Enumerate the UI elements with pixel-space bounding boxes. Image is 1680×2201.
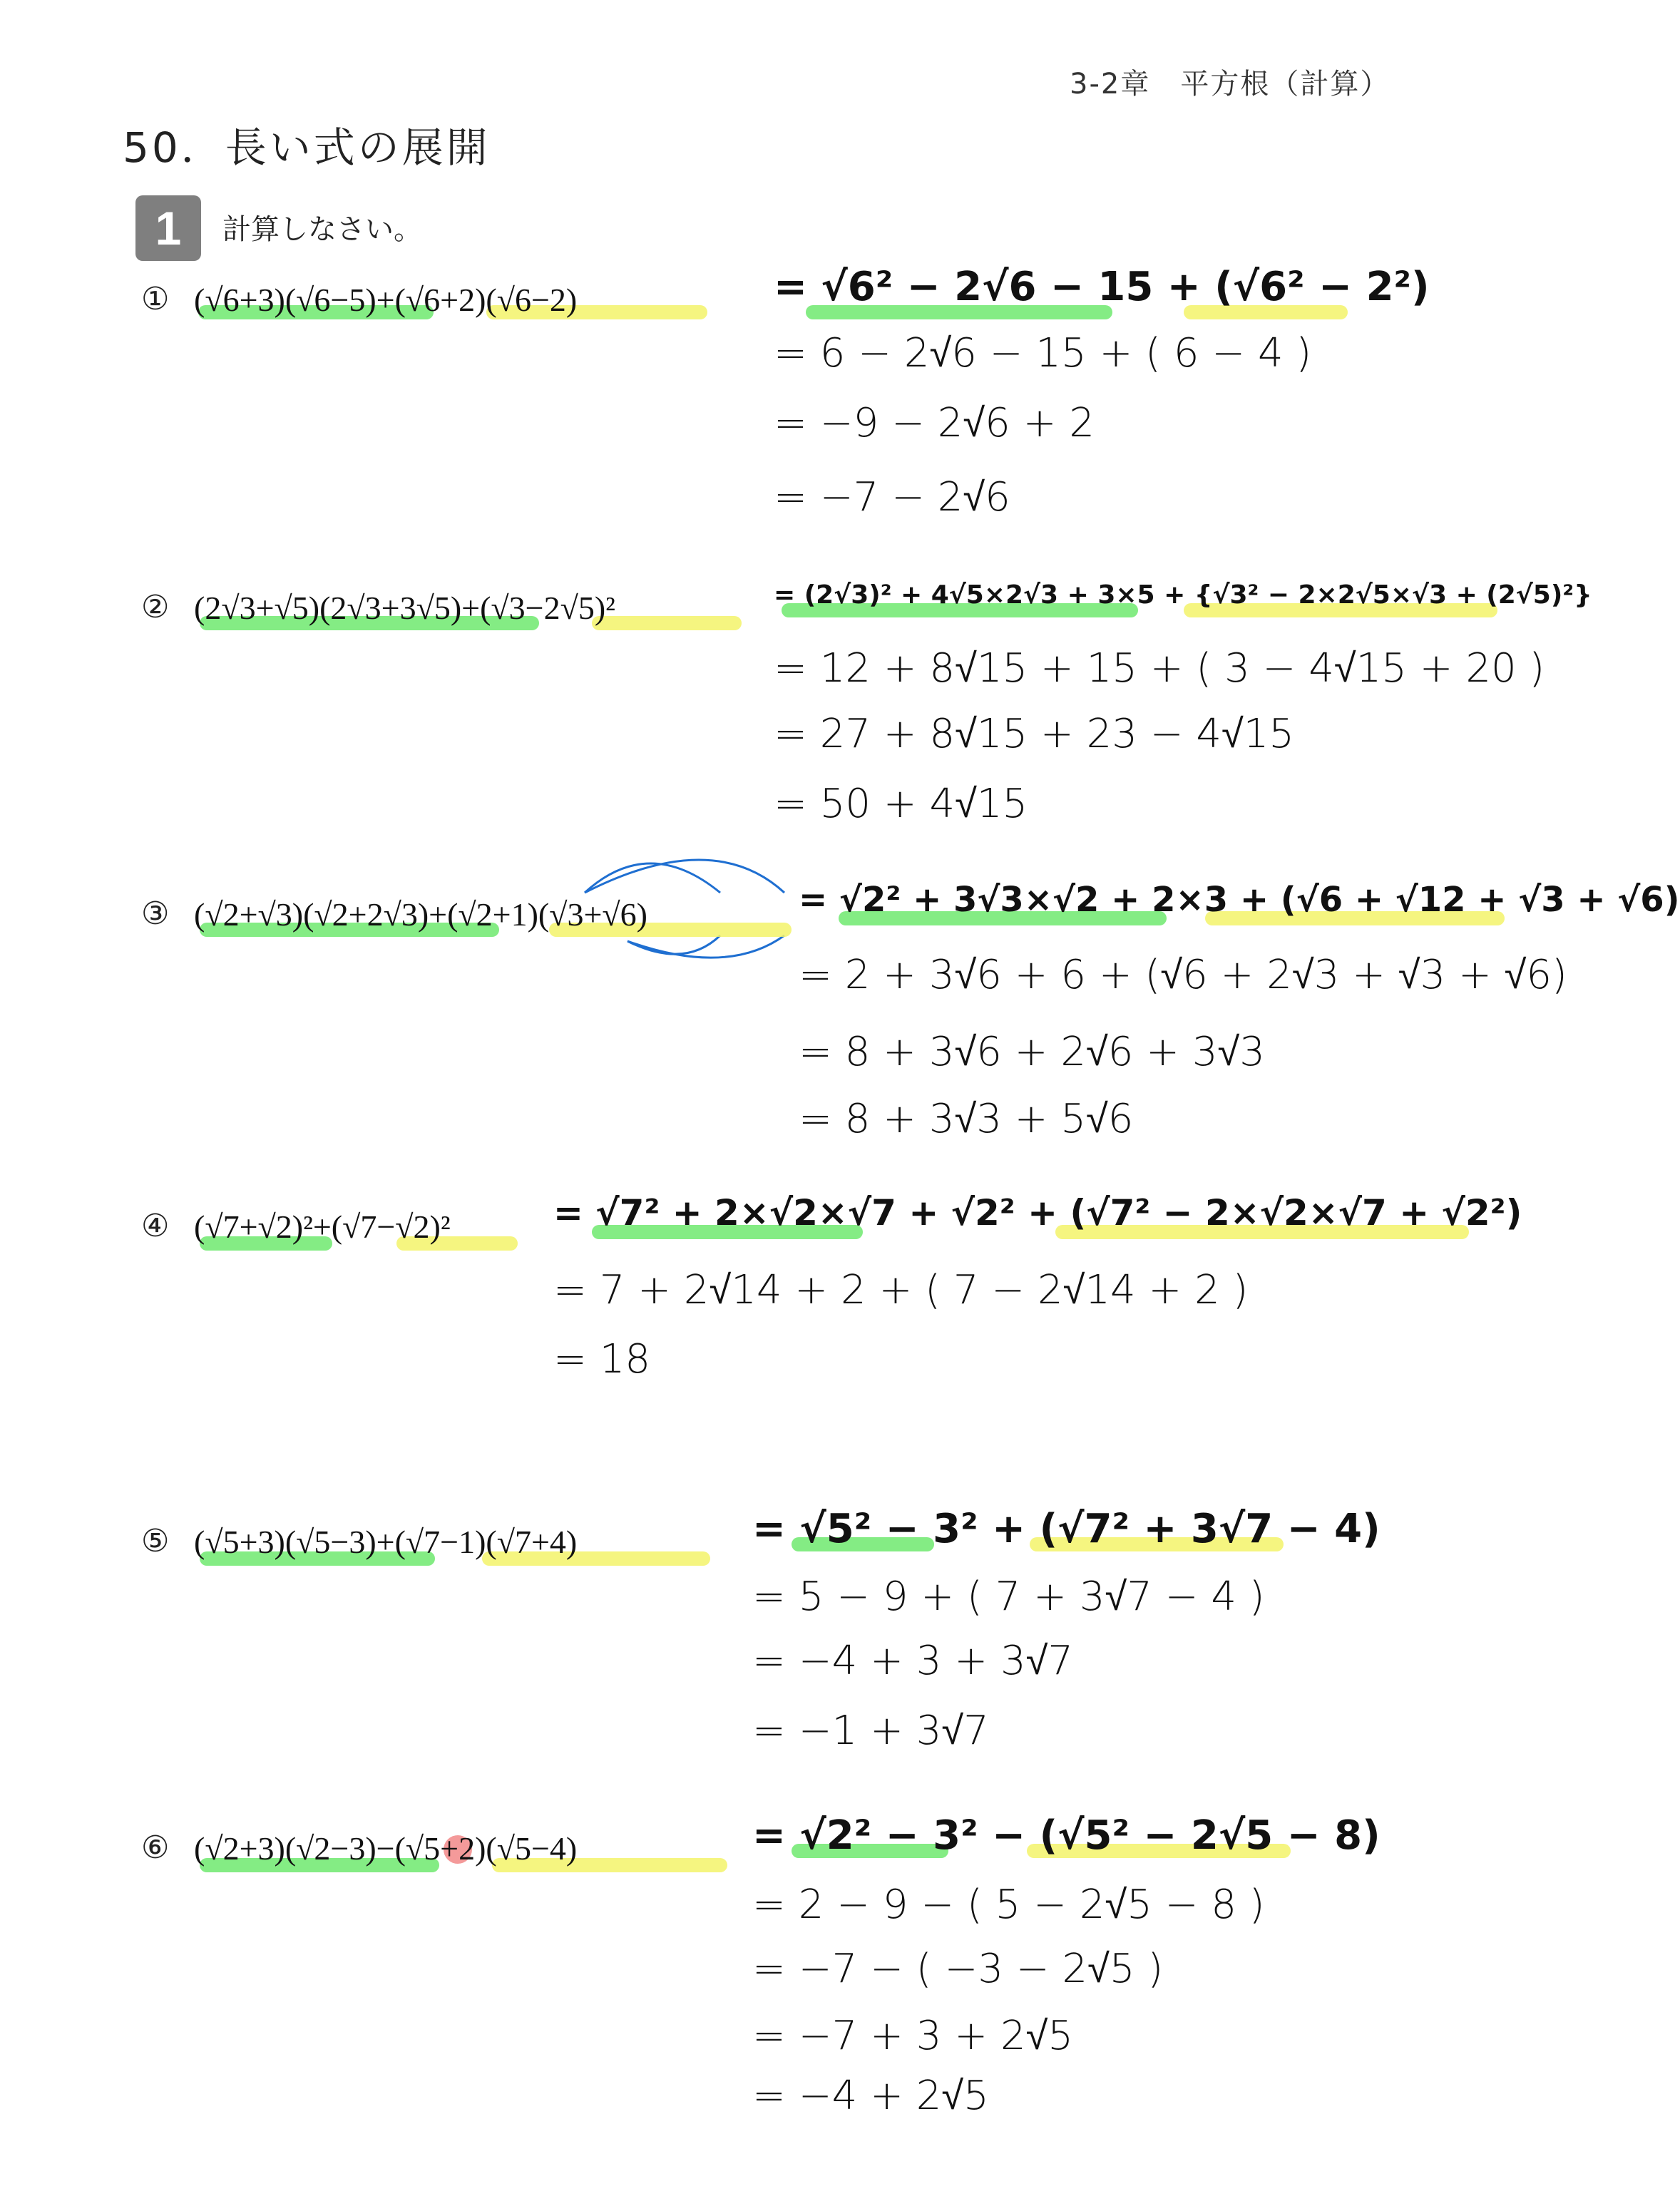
solution-step: = 50 + 4√15: [774, 781, 1028, 827]
solution-step: = 7 + 2√14 + 2 + ( 7 − 2√14 + 2 ): [553, 1267, 1249, 1313]
solution-step: = 2 − 9 − ( 5 − 2√5 − 8 ): [752, 1882, 1265, 1928]
solution-step: = √5² − 3² + (√7² + 3√7 − 4): [752, 1506, 1381, 1552]
problem-number: ⑤: [141, 1523, 170, 1559]
solution-step: = −4 + 2√5: [752, 2073, 989, 2119]
page-title: 50．長い式の展開: [123, 123, 491, 172]
problem-number: ⑥: [141, 1830, 170, 1866]
problem-expression: (√7+√2)²+(√7−√2)²: [194, 1209, 451, 1245]
solution-step: = √7² + 2×√2×√7 + √2² + (√7² − 2×√2×√7 + √2²): [553, 1192, 1522, 1233]
problem-expression: (2√3+√5)(2√3+3√5)+(√3−2√5)²: [194, 590, 615, 626]
solution-step: = √6² − 2√6 − 15 + (√6² − 2²): [774, 264, 1430, 310]
problem-expression: (√6+3)(√6−5)+(√6+2)(√6−2): [194, 282, 578, 318]
solution-step: = 2 + 3√6 + 6 + (√6 + 2√3 + √3 + √6): [799, 952, 1567, 998]
solution-step: = 5 − 9 + ( 7 + 3√7 − 4 ): [752, 1574, 1265, 1620]
solution-step: = −7 + 3 + 2√5: [752, 2013, 1073, 2059]
solution-step: = (2√3)² + 4√5×2√3 + 3×5 + {√3² − 2×2√5×√3 + (2√5)²}: [774, 580, 1592, 610]
question-number-badge: 1: [135, 195, 201, 261]
solution-step: = −7 − ( −3 − 2√5 ): [752, 1946, 1164, 1992]
problem-number: ③: [141, 896, 170, 932]
problem-expression: (√2+√3)(√2+2√3)+(√2+1)(√3+√6): [194, 896, 647, 933]
problem-expression: (√5+3)(√5−3)+(√7−1)(√7+4): [194, 1524, 578, 1560]
problem-number: ④: [141, 1208, 170, 1244]
solution-step: = −4 + 3 + 3√7: [752, 1638, 1073, 1684]
solution-step: = √2² − 3² − (√5² − 2√5 − 8): [752, 1812, 1381, 1859]
solution-step: = 6 − 2√6 − 15 + ( 6 − 4 ): [774, 330, 1312, 376]
solution-step: = −7 − 2√6: [774, 474, 1010, 520]
solution-step: = −9 − 2√6 + 2: [774, 400, 1095, 446]
solution-step: = −1 + 3√7: [752, 1708, 989, 1754]
solution-step: = 12 + 8√15 + 15 + ( 3 − 4√15 + 20 ): [774, 645, 1545, 692]
solution-step: = 8 + 3√6 + 2√6 + 3√3: [799, 1029, 1265, 1075]
problem-number: ①: [141, 281, 170, 317]
solution-step: = 8 + 3√3 + 5√6: [799, 1096, 1134, 1142]
problem-expression: (√2+3)(√2−3)−(√5+2)(√5−4): [194, 1830, 578, 1867]
solution-step: = √2² + 3√3×√2 + 2×3 + (√6 + √12 + √3 + √6): [799, 880, 1680, 920]
problem-number: ②: [141, 589, 170, 625]
solution-step: = 18: [553, 1336, 650, 1382]
arc-line: [585, 863, 720, 893]
solution-step: = 27 + 8√15 + 23 − 4√15: [774, 711, 1295, 757]
chapter-label: 3-2章 平方根（計算）: [1070, 68, 1390, 101]
question-instruction: 計算しなさい。: [222, 213, 422, 246]
arc-line: [585, 860, 784, 893]
